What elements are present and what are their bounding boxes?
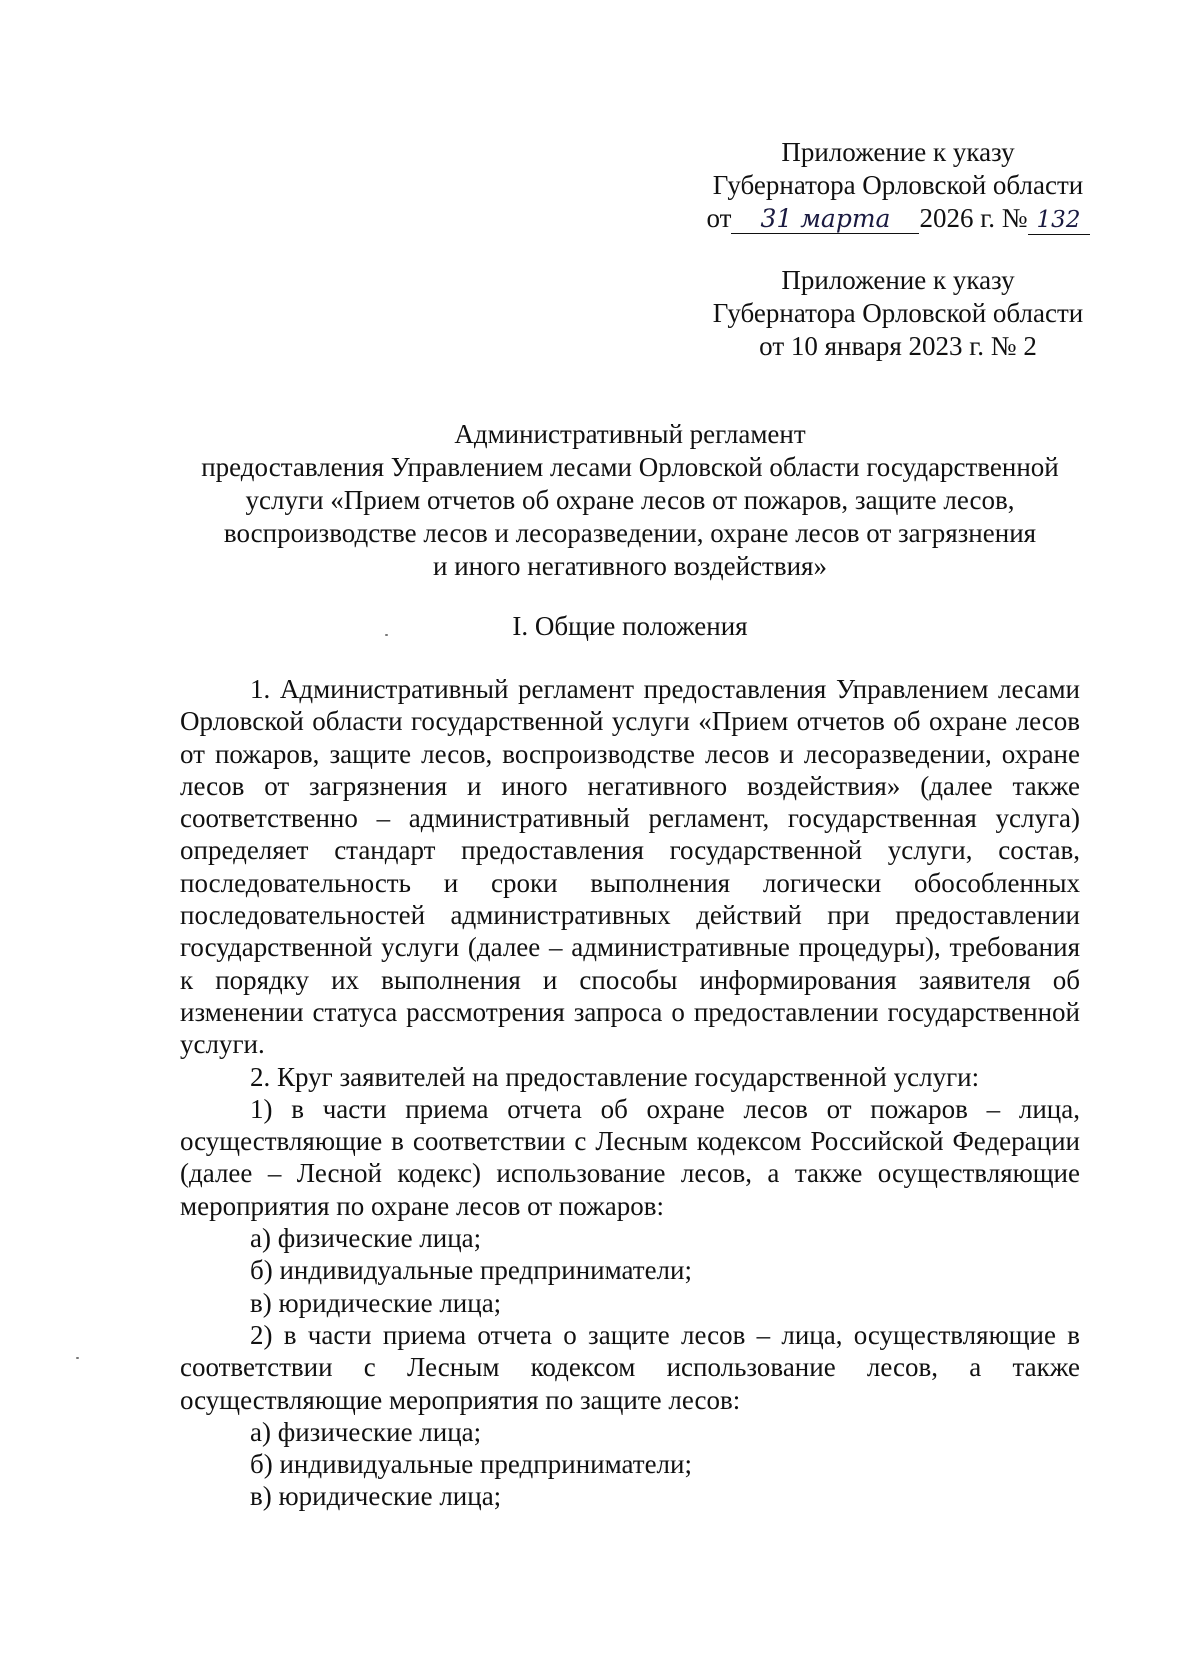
paragraph-2-item-2: 2) в части приема отчета о защите лесов – лица, осуществляющие в соответствии с Лесным кодексом использование лесов, а также осуществляющие мероприятия по защите лесов:	[180, 1319, 1080, 1415]
appendix-new-year-suffix: 2026 г. №	[919, 203, 1028, 233]
appendix-new-line1: Приложение к указу	[781, 137, 1015, 167]
paragraph-2-item-1: 1) в части приема отчета об охране лесов от пожаров – лица, осуществляющие в соответствии с Лесным кодексом Российской Федерации (далее – Лесной кодекс) использование лесов, а также осуществляющие мероприятия по охране лесов от пожаров:	[180, 1093, 1080, 1221]
document-title	[180, 418, 1080, 583]
list-item: в) юридические лица;	[250, 1481, 502, 1512]
paragraph-2: 2. Круг заявителей на предоставление государственной услуги:	[250, 1061, 980, 1092]
appendix-new-date-line	[688, 202, 1108, 235]
title-line3: услуги «Прием отчетов об охране лесов от пожаров, защите лесов,	[245, 485, 1015, 515]
appendix-old-line1: Приложение к указу	[781, 265, 1015, 295]
appendix-new-from-prefix: от	[706, 203, 732, 233]
title-line5: и иного негативного воздействия»	[433, 551, 827, 581]
section-heading: I. Общие положения	[512, 611, 748, 641]
list-item: б) индивидуальные предприниматели;	[250, 1255, 692, 1286]
paragraph-1: 1. Административный регламент предоставления Управлением лесами Орловской области государственной услуги «Прием отчетов об охране лесов от пожаров, защите лесов, воспроизводстве лесов и лесоразведении, охране лесов от загрязнения и иного негативного воздействия» (далее также соответственно – административный регламент, государственная услуга) определяет стандарт предоставления государственной услуги, состав, последовательность и сроки выполнения логически обособленных последовательностей административных действий при предоставлении государственной услуги (далее – административные процедуры), требования к порядку их выполнения и способы информирования заявителя об изменении статуса рассмотрения запроса о предоставлении государственной услуги.	[180, 674, 1080, 1060]
title-line1: Административный регламент	[454, 419, 806, 449]
title-line4: воспроизводстве лесов и лесоразведении, охране лесов от загрязнения	[223, 518, 1037, 548]
list-item: в) юридические лица;	[250, 1287, 502, 1318]
appendix-old-line3: от 10 января 2023 г. № 2	[759, 331, 1037, 361]
handwritten-number: 132	[1028, 206, 1090, 235]
scan-speck	[385, 634, 388, 636]
appendix-header-new	[688, 136, 1108, 235]
appendix-new-line2: Губернатора Орловской области	[712, 170, 1084, 200]
handwritten-date: 31 марта	[731, 205, 919, 234]
list-item: а) физические лица;	[250, 1416, 482, 1447]
appendix-old-line2: Губернатора Орловской области	[712, 298, 1084, 328]
list-item: а) физические лица;	[250, 1223, 482, 1254]
title-line2: предоставления Управлением лесами Орловской области государственной	[201, 452, 1059, 482]
list-item: б) индивидуальные предприниматели;	[250, 1449, 692, 1480]
body-text	[180, 673, 1080, 1513]
appendix-header-old	[688, 264, 1108, 363]
scan-speck	[76, 1357, 79, 1359]
